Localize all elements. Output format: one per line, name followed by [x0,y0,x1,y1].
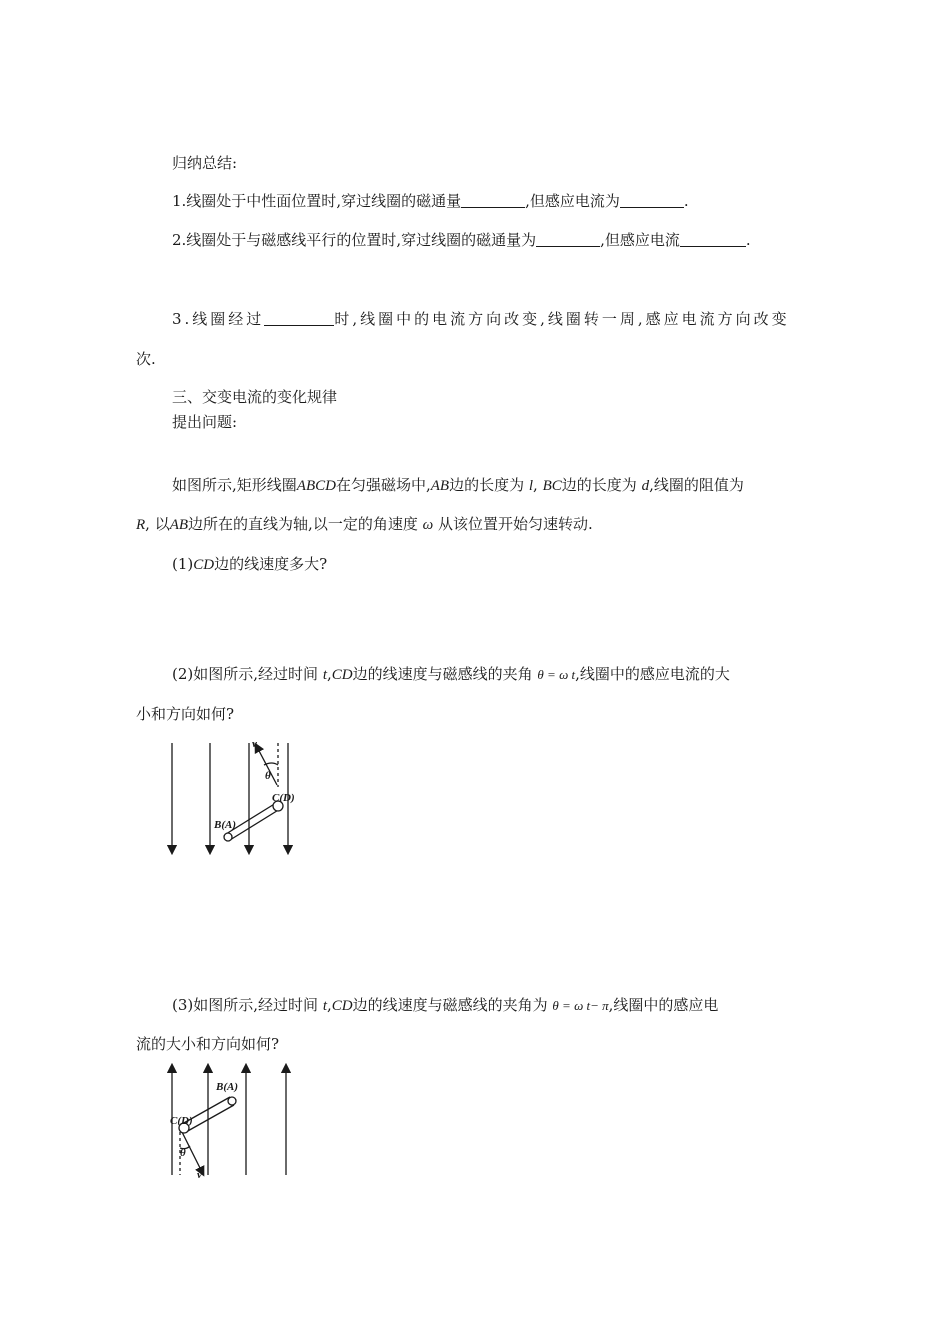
answer-blank [680,231,746,247]
figure-2-diagram [160,1060,310,1185]
label-cd: C(D) [272,792,295,804]
intro-line-1: 如图所示,矩形线圈ABCD在匀强磁场中,AB边的长度为 l, BC边的长度为 d,线圈的阻值为 [172,476,744,494]
label-v: v [197,1169,202,1181]
label-ba: B(A) [216,1081,238,1093]
label-v: v [252,738,257,750]
summary-item-3-cont: 次. [136,350,156,368]
section-title: 三、交变电流的变化规律 [172,388,338,406]
answer-blank [620,192,684,208]
item2-text-b: ,但感应电流 [600,231,680,249]
answer-blank [264,310,334,326]
answer-blank [536,231,600,247]
item1-text-c: . [683,192,689,210]
item2-text-c: . [745,231,751,249]
item1-text-b: ,但感应电流为 [525,192,620,210]
summary-item-3 [172,308,790,329]
question-2-cont: 小和方向如何? [136,705,235,723]
label-theta: θ [180,1147,186,1159]
question-3-cont: 流的大小和方向如何? [136,1035,280,1053]
item1-text-a: 1.线圈处于中性面位置时,穿过线圈的磁通量 [172,192,462,210]
summary-item-1 [172,190,689,211]
item3-text-a: 3.线圈经过 [172,310,265,328]
label-cd: C(D) [170,1115,193,1127]
figure-1-diagram [160,735,310,860]
question-3: (3)如图所示,经过时间 t,CD边的线速度与磁感线的夹角为 θ = ω t− π,线圈中的感应电 [172,996,719,1014]
question-2: (2)如图所示,经过时间 t,CD边的线速度与磁感线的夹角 θ = ω t,线圈中的感应电流的大 [172,665,730,683]
answer-blank [461,192,525,208]
label-theta: θ [265,770,271,782]
item3-text-b: 时,线圈中的电流方向改变,线圈转一周,感应电流方向改变 [334,310,790,328]
intro-line-2: R, 以AB边所在的直线为轴,以一定的角速度 ω 从该位置开始匀速转动. [136,515,593,533]
label-ba: B(A) [214,819,236,831]
summary-heading: 归纳总结: [172,154,238,172]
item2-text-a: 2.线圈处于与磁感线平行的位置时,穿过线圈的磁通量为 [172,231,537,249]
question-label: 提出问题: [172,413,238,431]
question-1: (1)CD边的线速度多大? [172,555,328,573]
summary-item-2 [172,229,751,250]
